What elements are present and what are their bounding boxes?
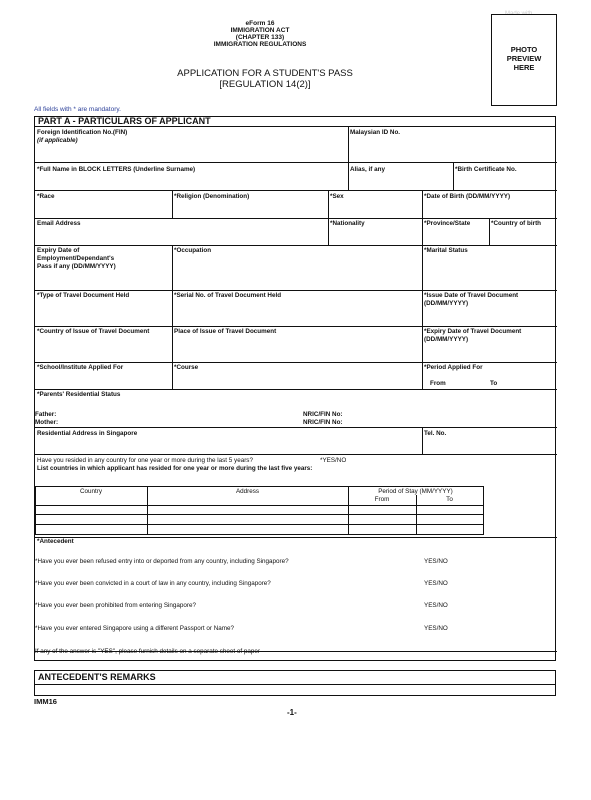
course-label: *Course <box>174 364 199 371</box>
list-countries-label: List countries in which applicant has resided for one year or more during the last five years: <box>37 465 313 472</box>
antecedent-title: *Antecedent <box>37 538 74 545</box>
doc-expiry-format: (DD/MM/YYYY) <box>424 336 469 343</box>
regulations-label: IMMIGRATION REGULATIONS <box>213 41 307 48</box>
full-name-label: *Full Name in BLOCK LETTERS (Underline Surname) <box>37 166 196 173</box>
form-code: IMM16 <box>34 697 57 706</box>
sex-label: *Sex <box>330 193 344 200</box>
photo-box[interactable] <box>491 14 557 106</box>
col-period: Period of Stay (MM/YYYY) <box>378 488 453 495</box>
father-label: Father: <box>35 411 57 418</box>
antecedent-q4: *Have you ever entered Singapore using a different Passport or Name? <box>35 625 235 632</box>
regulation-ref: [REGULATION 14(2)] <box>219 79 311 90</box>
tel-label: Tel. No. <box>424 430 447 437</box>
occupation-label: *Occupation <box>174 247 212 254</box>
eform-label: eForm 16 <box>245 20 275 27</box>
marital-label: *Marital Status <box>424 247 468 254</box>
birth-cert-label: *Birth Certificate No. <box>455 166 517 173</box>
antecedent-q2: *Have you ever been convicted in a court of law in any country, including Singapore? <box>35 580 271 587</box>
chapter-label: (CHAPTER 133) <box>235 34 285 41</box>
fin-note: (if applicable) <box>37 137 78 144</box>
col-address: Address <box>235 488 260 495</box>
mother-label: Mother: <box>35 419 59 426</box>
expiry-label-1: Expiry Date of <box>37 247 80 254</box>
antecedent-q3: *Have you ever been prohibited from entering Singapore? <box>35 602 197 609</box>
father-nric-label: NRIC/FIN No: <box>303 411 343 418</box>
serial-label: *Serial No. of Travel Document Held <box>174 292 282 299</box>
col-country: Country <box>79 488 103 495</box>
res-address-label: Residential Address in Singapore <box>37 430 138 437</box>
malaysian-id-label: Malaysian ID No. <box>350 129 401 136</box>
period-from-label: From <box>430 380 446 387</box>
antecedent-q1: *Have you ever been refused entry into or deported from any country, including Singapore? <box>35 558 289 565</box>
countries-table <box>35 486 484 534</box>
nationality-label: *Nationality <box>330 220 365 227</box>
form-title: APPLICATION FOR A STUDENT'S PASS <box>177 68 353 79</box>
religion-label: *Religion (Denomination) <box>174 193 250 200</box>
act-label: IMMIGRATION ACT <box>230 27 290 34</box>
school-label: *School/Institute Applied For <box>37 364 124 371</box>
doc-type-label: *Type of Travel Document Held <box>37 292 130 299</box>
col-to: To <box>446 496 453 503</box>
antecedent-a3[interactable]: YES/NO <box>424 602 448 609</box>
antecedent-note: If any of the answer is "YES", please furnish details on a separate sheet of paper <box>35 648 260 655</box>
dob-label: *Date of Birth (DD/MM/YYYY) <box>424 193 511 200</box>
parents-status-label: *Parents' Residential Status <box>37 391 121 398</box>
doc-expiry-label: *Expiry Date of Travel Document <box>424 328 522 335</box>
expiry-label-2: Employment/Dependant's <box>37 255 115 262</box>
resided-question: Have you resided in any country for one year or more during the last 5 years? <box>37 457 253 464</box>
resided-yes-no[interactable]: *YES/NO <box>320 457 347 464</box>
antecedent-a2[interactable]: YES/NO <box>424 580 448 587</box>
expiry-label-3: Pass if any (DD/MM/YYYY) <box>37 263 116 270</box>
country-birth-label: *Country of birth <box>491 220 542 227</box>
mother-nric-label: NRIC/FIN No: <box>303 419 343 426</box>
period-to-label: To <box>490 380 498 387</box>
alias-label: Alias, if any <box>350 166 385 173</box>
country-issue-label: *Country of Issue of Travel Document <box>37 328 150 335</box>
mandatory-note: All fields with * are mandatory. <box>34 106 121 113</box>
province-label: *Province/State <box>424 220 471 227</box>
part-a-heading: PART A - PARTICULARS OF APPLICANT <box>34 116 556 127</box>
fin-label: Foreign Identification No.(FIN) <box>37 129 128 136</box>
watermark: Made with... <box>505 11 538 17</box>
period-label: *Period Applied For <box>424 364 483 371</box>
race-label: *Race <box>37 193 55 200</box>
issue-date-format: (DD/MM/YYYY) <box>424 300 469 307</box>
page-number: -1- <box>287 708 297 717</box>
photo-placeholder: PHOTO PREVIEW HERE <box>506 45 542 72</box>
email-label: Email Address <box>37 220 81 227</box>
antecedent-a4[interactable]: YES/NO <box>424 625 448 632</box>
col-from: From <box>374 496 390 503</box>
antecedent-a1[interactable]: YES/NO <box>424 558 448 565</box>
antecedent-remarks-heading: ANTECEDENT'S REMARKS <box>34 670 556 685</box>
place-issue-label: Place of Issue of Travel Document <box>174 328 277 335</box>
issue-date-label: *Issue Date of Travel Document <box>424 292 519 299</box>
antecedent-remarks-field[interactable] <box>34 685 556 696</box>
